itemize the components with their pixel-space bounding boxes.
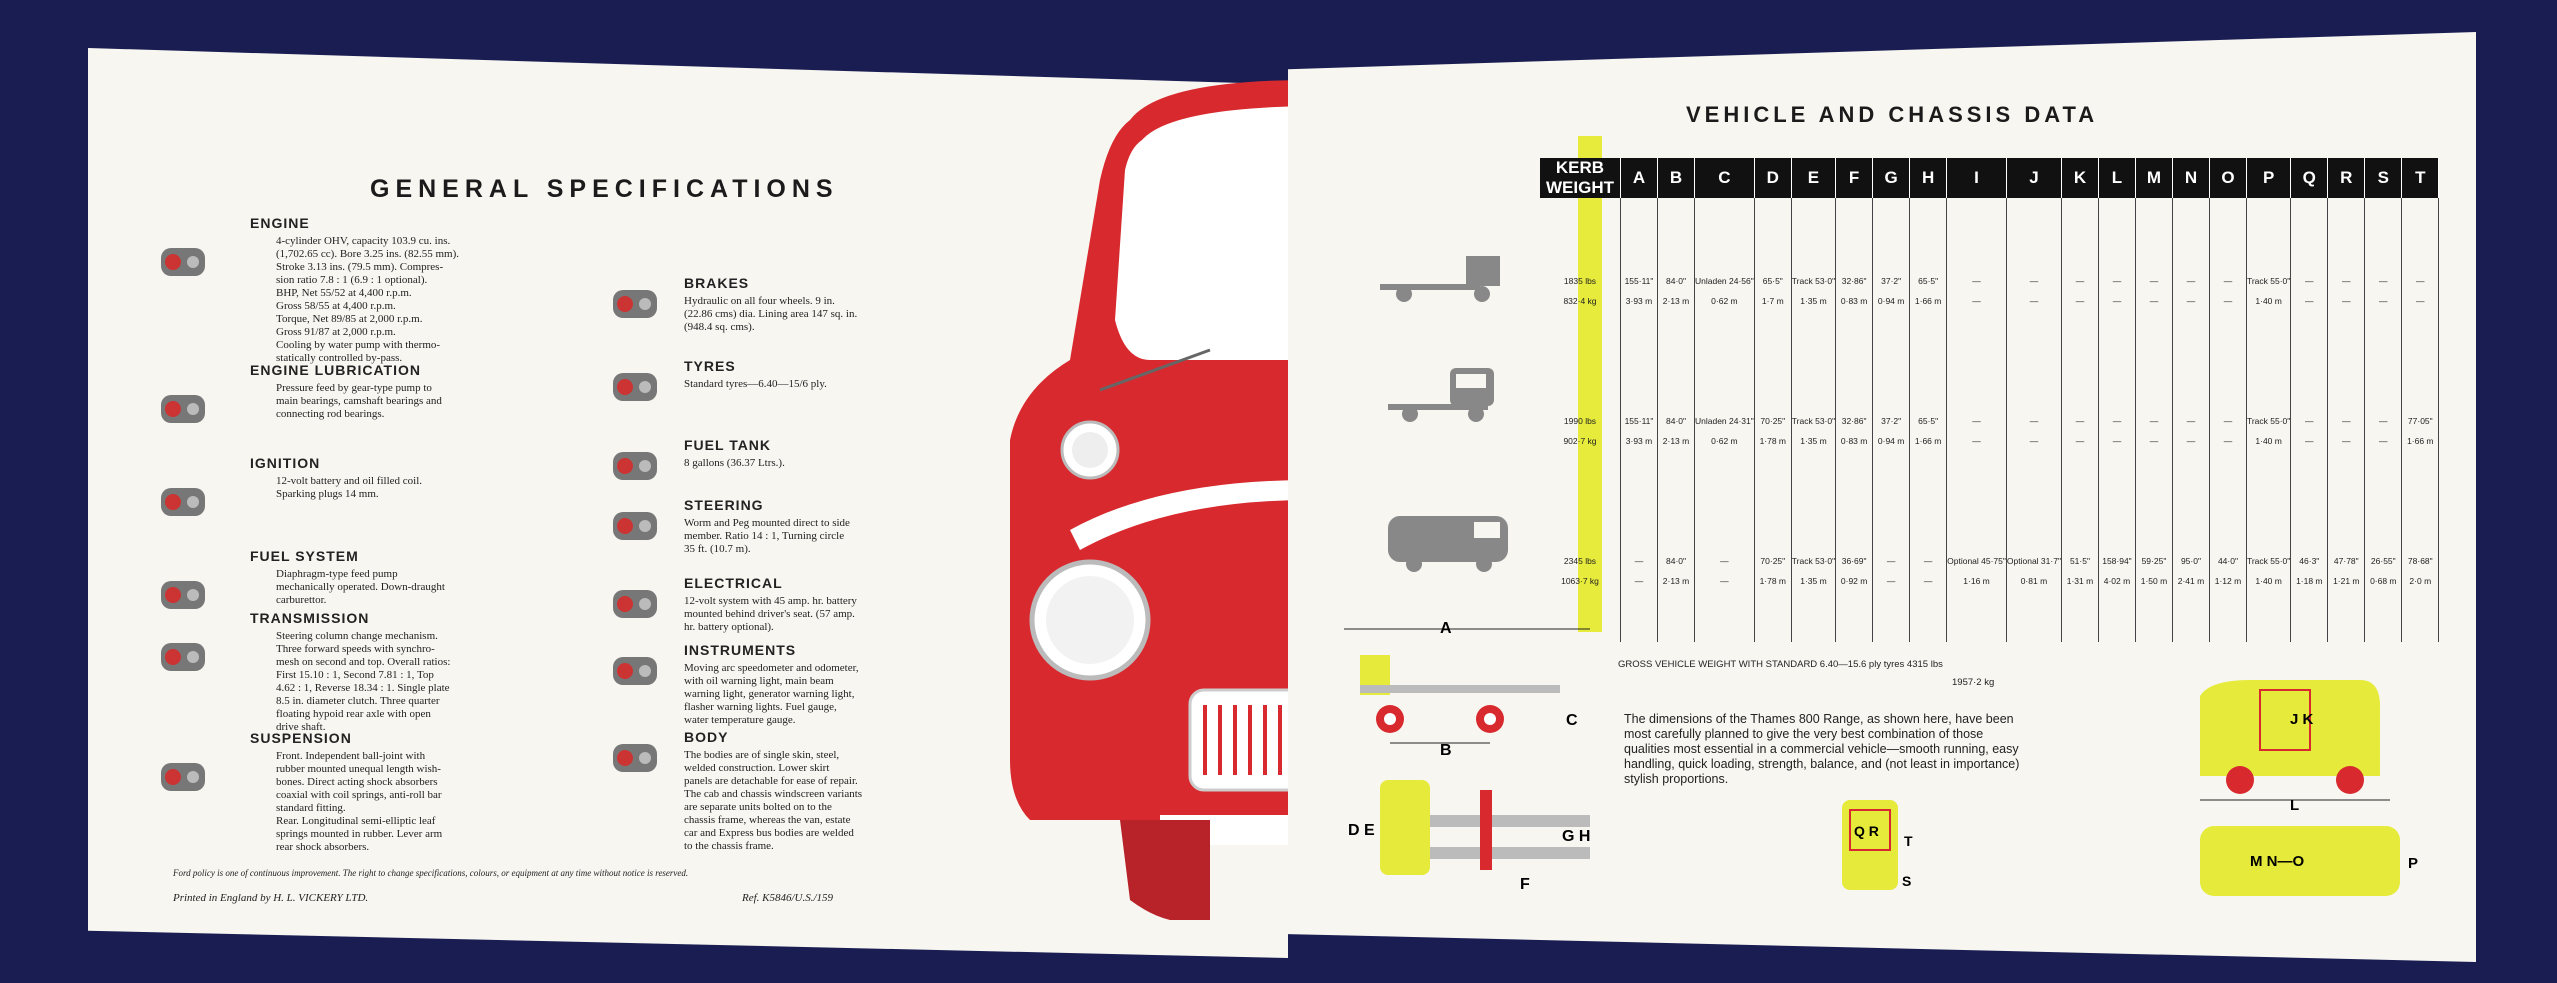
table-cell: 0·94 m xyxy=(1873,296,1910,316)
table-cell: 155·11" xyxy=(1621,276,1658,296)
van-icon xyxy=(1384,508,1514,578)
table-row-kg xyxy=(1540,296,2439,316)
suspension-icon xyxy=(150,750,216,804)
table-cell: Optional 45·75" xyxy=(1947,556,2007,576)
svg-text:G H: G H xyxy=(1562,828,1591,845)
table-cell: — xyxy=(2209,436,2246,456)
spec-text: Worm and Peg mounted direct to side member. Ratio 14 : 1, Turning circle 35 ft. (10.7 m). xyxy=(684,517,850,555)
column-header-d: D xyxy=(1754,158,1791,198)
steering-icon xyxy=(602,499,668,553)
column-header-n: N xyxy=(2172,158,2209,198)
table-cell: 1·78 m xyxy=(1754,576,1791,596)
table-cell: 65·5" xyxy=(1910,276,1947,296)
table-row-lbs xyxy=(1540,276,2439,296)
table-cell: 1·12 m xyxy=(2209,576,2246,596)
table-cell: — xyxy=(2006,436,2061,456)
gross-vehicle-weight-kg: 1957·2 kg xyxy=(1952,677,1995,688)
table-cell: 1·66 m xyxy=(1910,296,1947,316)
table-cell: 65·5" xyxy=(1910,416,1947,436)
table-cell: 158·94" xyxy=(2098,556,2135,576)
spec-text: 4-cylinder OHV, capacity 103.9 cu. ins. (1,702.65 cc). Bore 3.25 ins. (82.55 mm). Stroke 3.13 ins. (79.5 mm). Compres- sion ratio 7.8 : 1 (6.9 : 1 optional). BHP, Net 55/52 at 4,400 r.p.m. Gross 58/55 at 4,400 r.p.m. Torque, Net 89/85 at 2,000 r.p.m. Gross 91/87 at 2,000 r.p.m. Cooling by water pump with thermo- statically controlled by-pass. xyxy=(276,235,459,364)
spec-heading: SUSPENSION xyxy=(250,730,352,746)
table-cell: 78·68" xyxy=(2402,556,2439,576)
table-cell: Track 53·0" xyxy=(1791,556,1835,576)
fuel-tank-icon xyxy=(602,439,668,493)
table-cell: 1·35 m xyxy=(1791,296,1835,316)
table-cell: — xyxy=(1947,276,2007,296)
table-cell: 1·40 m xyxy=(2246,436,2290,456)
table-cell: 2·13 m xyxy=(1658,436,1695,456)
table-cell: — xyxy=(2291,416,2328,436)
column-header-q: Q xyxy=(2291,158,2328,198)
table-cell: 0·83 m xyxy=(1836,296,1873,316)
table-cell: Track 53·0" xyxy=(1791,276,1835,296)
table-cell: — xyxy=(2172,436,2209,456)
spec-text: 12-volt system with 45 amp. hr. battery mounted behind driver's seat. (57 amp. hr. battery optional). xyxy=(684,595,857,633)
spacer-row xyxy=(1540,198,2439,276)
table-cell: Track 55·0" xyxy=(2246,416,2290,436)
spec-section-tyres xyxy=(684,358,934,391)
table-cell: 1·66 m xyxy=(1910,436,1947,456)
spec-heading: TYRES xyxy=(684,358,736,374)
table-cell: Track 53·0" xyxy=(1791,416,1835,436)
spec-text: Diaphragm-type feed pump mechanically operated. Down-draught carburettor. xyxy=(276,568,445,606)
table-cell: — xyxy=(2365,296,2402,316)
table-cell: 0·62 m xyxy=(1695,296,1755,316)
table-cell: 1·78 m xyxy=(1754,436,1791,456)
table-row-kg xyxy=(1540,576,2439,596)
table-cell: — xyxy=(2006,416,2061,436)
column-header-g: G xyxy=(1873,158,1910,198)
table-cell: 4·02 m xyxy=(2098,576,2135,596)
table-cell: — xyxy=(2402,296,2439,316)
table-cell: — xyxy=(1947,296,2007,316)
column-header-j: J xyxy=(2006,158,2061,198)
table-cell: 1·31 m xyxy=(2061,576,2098,596)
spec-heading: STEERING xyxy=(684,497,764,513)
column-header-f: F xyxy=(1836,158,1873,198)
spec-heading: TRANSMISSION xyxy=(250,610,370,626)
dim-label-a: A xyxy=(1440,620,1452,637)
column-header-h: H xyxy=(1910,158,1947,198)
column-header-t: T xyxy=(2402,158,2439,198)
table-cell: 32·86" xyxy=(1836,416,1873,436)
spec-heading: BODY xyxy=(684,729,729,745)
table-cell: — xyxy=(2209,416,2246,436)
fuel-pump-icon xyxy=(150,568,216,622)
table-cell: Optional 31·7" xyxy=(2006,556,2061,576)
table-cell: 3·93 m xyxy=(1621,436,1658,456)
svg-text:L: L xyxy=(2290,797,2300,814)
engine-icon xyxy=(150,235,216,289)
spark-plug-icon xyxy=(150,475,216,529)
table-cell: 37·2" xyxy=(1873,416,1910,436)
table-row-lbs xyxy=(1540,416,2439,436)
column-header-s: S xyxy=(2365,158,2402,198)
svg-text:C: C xyxy=(1566,712,1578,729)
table-cell: 1990 lbs xyxy=(1540,416,1621,436)
gear-pump-icon xyxy=(150,382,216,436)
column-header-o: O xyxy=(2209,158,2246,198)
table-cell: 1·50 m xyxy=(2135,576,2172,596)
spec-heading: ENGINE LUBRICATION xyxy=(250,362,421,378)
table-cell: 47·78" xyxy=(2328,556,2365,576)
van-body-icon xyxy=(602,731,668,785)
table-cell: — xyxy=(1910,576,1947,596)
table-cell: — xyxy=(2135,296,2172,316)
table-cell: — xyxy=(2135,436,2172,456)
svg-text:M N—O: M N—O xyxy=(2250,853,2305,870)
table-cell: 59·25" xyxy=(2135,556,2172,576)
tyre-icon xyxy=(602,360,668,414)
table-cell: 0·83 m xyxy=(1836,436,1873,456)
table-cell: — xyxy=(2291,296,2328,316)
spacer-row xyxy=(1540,316,2439,416)
table-cell: 902·7 kg xyxy=(1540,436,1621,456)
table-cell: — xyxy=(2061,416,2098,436)
spec-section-engine xyxy=(250,215,500,365)
table-cell: — xyxy=(2006,296,2061,316)
gross-vehicle-weight: GROSS VEHICLE WEIGHT WITH STANDARD 6.40—15.6 ply tyres 4315 lbs xyxy=(1618,659,1943,670)
table-cell: — xyxy=(2291,436,2328,456)
column-header-r: R xyxy=(2328,158,2365,198)
brake-drum-icon xyxy=(602,277,668,331)
table-cell: 3·93 m xyxy=(1621,296,1658,316)
table-cell: — xyxy=(1873,556,1910,576)
table-cell: 70·25" xyxy=(1754,416,1791,436)
table-cell: — xyxy=(2172,416,2209,436)
spec-text: The bodies are of single skin, steel, welded construction. Lower skirt panels are detachable for ease of repair. The cab and chassis windscreen variants are separate units bolted on to the chassis frame, whereas the van, estate car and Express bus bodies are welded to the chassis frame. xyxy=(684,749,863,852)
table-cell: 84·0" xyxy=(1658,416,1695,436)
table-cell: 77·05" xyxy=(2402,416,2439,436)
table-cell: 1063·7 kg xyxy=(1540,576,1621,596)
table-cell: 36·69" xyxy=(1836,556,1873,576)
table-cell: 2·41 m xyxy=(2172,576,2209,596)
spec-text: Front. Independent ball-joint with rubber mounted unequal length wish- bones. Direct acting shock absorbers coaxial with coil springs, anti-roll bar standard fitting. Rear. Longitudinal semi-elliptic leaf springs mounted in rubber. Lever arm rear shock absorbers. xyxy=(276,750,443,853)
svg-text:P: P xyxy=(2408,855,2419,872)
table-cell: — xyxy=(2365,276,2402,296)
spacer-row xyxy=(1540,596,2439,642)
column-header-c: C xyxy=(1695,158,1755,198)
spec-text: 12-volt battery and oil filled coil. Sparking plugs 14 mm. xyxy=(276,475,423,500)
spec-text: Steering column change mechanism. Three forward speeds with synchro- mesh on second and top. Overall ratios: First 15.10 : 1, Second 7.81 : 1, Top 4.62 : 1, Reverse 18.34 : 1. Single plate 8.5 in. diameter clutch. Three quarter floating hypoid rear axle with open drive shaft. xyxy=(276,630,451,733)
spec-text: Pressure feed by gear-type pump to main bearings, camshaft bearings and connecting rod bearings. xyxy=(276,382,442,420)
table-cell: 1·18 m xyxy=(2291,576,2328,596)
table-cell: — xyxy=(2172,296,2209,316)
table-cell: 1·35 m xyxy=(1791,576,1835,596)
table-cell: 1·40 m xyxy=(2246,296,2290,316)
table-cell: — xyxy=(2402,276,2439,296)
spec-section-steering xyxy=(684,497,934,556)
table-cell: — xyxy=(2328,416,2365,436)
table-cell: — xyxy=(2135,276,2172,296)
table-cell: 70·25" xyxy=(1754,556,1791,576)
spec-heading: ENGINE xyxy=(250,215,310,231)
table-cell: — xyxy=(1621,576,1658,596)
table-cell: — xyxy=(2209,296,2246,316)
table-cell: — xyxy=(2061,296,2098,316)
table-cell: 44·0" xyxy=(2209,556,2246,576)
table-cell: 51·5" xyxy=(2061,556,2098,576)
table-cell: 832·4 kg xyxy=(1540,296,1621,316)
gearbox-icon xyxy=(150,630,216,684)
svg-text:F: F xyxy=(1520,876,1530,893)
spec-heading: FUEL TANK xyxy=(684,437,772,453)
speedometer-icon xyxy=(602,644,668,698)
column-header-i: I xyxy=(1947,158,2007,198)
table-cell: 1835 lbs xyxy=(1540,276,1621,296)
table-cell: 0·94 m xyxy=(1873,436,1910,456)
spec-section-suspension xyxy=(250,730,500,854)
table-cell: 84·0" xyxy=(1658,276,1695,296)
spec-section-brakes xyxy=(684,275,934,334)
table-cell: — xyxy=(2006,276,2061,296)
table-cell: Unladen 24·56" xyxy=(1695,276,1755,296)
chassis-cab-icon xyxy=(1370,248,1510,312)
column-header-l: L xyxy=(2098,158,2135,198)
table-cell: — xyxy=(2061,276,2098,296)
column-header-m: M xyxy=(2135,158,2172,198)
policy-note: Ford policy is one of continuous improvement. The right to change specifications, colours, or equipment at any time without notice is reserved. xyxy=(173,868,689,878)
table-cell: 0·81 m xyxy=(2006,576,2061,596)
svg-text:T: T xyxy=(1904,833,1913,849)
table-cell: 155·11" xyxy=(1621,416,1658,436)
spec-text: 8 gallons (36.37 Ltrs.). xyxy=(684,457,785,469)
table-cell: — xyxy=(2098,436,2135,456)
table-cell: 65·5" xyxy=(1754,276,1791,296)
table-cell: — xyxy=(2135,416,2172,436)
spec-section-electrical xyxy=(684,575,934,634)
table-cell: — xyxy=(2098,416,2135,436)
dimension-diagram-van-side xyxy=(2190,676,2430,906)
table-cell: — xyxy=(2328,436,2365,456)
table-cell: 1·40 m xyxy=(2246,576,2290,596)
spec-section-instruments xyxy=(684,642,934,727)
spec-text: Standard tyres—6.40—15/6 ply. xyxy=(684,378,827,390)
column-header-b: B xyxy=(1658,158,1695,198)
table-cell: 0·62 m xyxy=(1695,436,1755,456)
table-cell: 0·68 m xyxy=(2365,576,2402,596)
spec-heading: ELECTRICAL xyxy=(684,575,783,591)
chassis-data-table xyxy=(1540,158,2439,642)
column-header-p: P xyxy=(2246,158,2290,198)
table-cell: — xyxy=(2098,296,2135,316)
page-title-vehicle-chassis-data: VEHICLE AND CHASSIS DATA xyxy=(1686,102,2099,127)
table-cell: 32·86" xyxy=(1836,276,1873,296)
table-cell: — xyxy=(2328,276,2365,296)
spec-heading: BRAKES xyxy=(684,275,750,291)
svg-text:D E: D E xyxy=(1348,822,1375,839)
table-cell: Track 55·0" xyxy=(2246,276,2290,296)
spacer-row xyxy=(1540,456,2439,556)
table-cell: 37·2" xyxy=(1873,276,1910,296)
table-cell: 2·13 m xyxy=(1658,576,1695,596)
dimension-diagram-chassis xyxy=(1340,615,1600,895)
table-cell: — xyxy=(1873,576,1910,596)
column-header-e: E xyxy=(1791,158,1835,198)
page-title-general-specifications: GENERAL SPECIFICATIONS xyxy=(370,175,839,203)
range-description: The dimensions of the Thames 800 Range, as shown here, have been most carefully planned to give the very best combination of those qualities most essential in a commercial vehicle—smooth running, easy handling, quick loading, strength, balance, and (not least in importance) stylish proportions. xyxy=(1624,712,2020,786)
spec-section-engine-lubrication xyxy=(250,362,500,421)
table-cell: 1·7 m xyxy=(1754,296,1791,316)
table-cell: 26·55" xyxy=(2365,556,2402,576)
table-row-lbs xyxy=(1540,556,2439,576)
column-header-kerb-weight: KERB WEIGHT xyxy=(1540,158,1621,198)
spec-section-body xyxy=(684,729,934,853)
table-cell: 84·0" xyxy=(1658,556,1695,576)
table-cell: 1·66 m xyxy=(2402,436,2439,456)
table-cell: 2·0 m xyxy=(2402,576,2439,596)
table-cell: — xyxy=(2291,276,2328,296)
spec-section-transmission xyxy=(250,610,500,734)
spec-text: Hydraulic on all four wheels. 9 in. (22.86 cms) dia. Lining area 147 sq. in. (948.4 sq. cms). xyxy=(684,295,858,333)
table-cell: — xyxy=(2328,296,2365,316)
table-cell: 95·0" xyxy=(2172,556,2209,576)
battery-icon xyxy=(602,577,668,631)
printer-credit: Printed in England by H. L. VICKERY LTD. xyxy=(173,892,369,904)
table-cell: — xyxy=(2172,276,2209,296)
spec-section-fuel-system xyxy=(250,548,500,607)
table-cell: 1·35 m xyxy=(1791,436,1835,456)
bus-front-illustration xyxy=(1010,60,1310,920)
table-cell: 0·92 m xyxy=(1836,576,1873,596)
spec-section-ignition xyxy=(250,455,500,501)
svg-text:Q R: Q R xyxy=(1854,823,1879,839)
table-header-row xyxy=(1540,158,2439,198)
table-cell: — xyxy=(2098,276,2135,296)
column-header-k: K xyxy=(2061,158,2098,198)
table-cell: — xyxy=(1621,556,1658,576)
column-header-a: A xyxy=(1621,158,1658,198)
table-cell: Track 55·0" xyxy=(2246,556,2290,576)
table-cell: 2345 lbs xyxy=(1540,556,1621,576)
table-cell: — xyxy=(2365,436,2402,456)
table-cell: 46·3" xyxy=(2291,556,2328,576)
table-cell: — xyxy=(1947,436,2007,456)
table-cell: Unladen 24·31" xyxy=(1695,416,1755,436)
table-cell: — xyxy=(2209,276,2246,296)
reference-number: Ref. K5846/U.S./159 xyxy=(742,892,834,904)
svg-text:B: B xyxy=(1440,742,1452,759)
spec-text: Moving arc speedometer and odometer, with oil warning light, main beam warning light, generator warning light, flasher warning lights. Fuel gauge, water temperature gauge. xyxy=(684,662,859,726)
spec-heading: IGNITION xyxy=(250,455,321,471)
dimension-diagram-van-rear xyxy=(1838,796,1918,906)
table-cell: — xyxy=(2365,416,2402,436)
spec-heading: FUEL SYSTEM xyxy=(250,548,359,564)
table-cell: — xyxy=(1695,576,1755,596)
table-cell: — xyxy=(1910,556,1947,576)
table-cell: 1·16 m xyxy=(1947,576,2007,596)
spec-heading: INSTRUMENTS xyxy=(684,642,797,658)
table-cell: — xyxy=(1947,416,2007,436)
chassis-windscreen-icon xyxy=(1380,360,1520,430)
table-row-kg xyxy=(1540,436,2439,456)
table-cell: 1·21 m xyxy=(2328,576,2365,596)
table-cell: — xyxy=(2061,436,2098,456)
table-cell: — xyxy=(1695,556,1755,576)
spec-section-fuel-tank xyxy=(684,437,934,470)
svg-text:J K: J K xyxy=(2290,711,2314,728)
table-cell: 2·13 m xyxy=(1658,296,1695,316)
svg-text:S: S xyxy=(1902,873,1912,889)
